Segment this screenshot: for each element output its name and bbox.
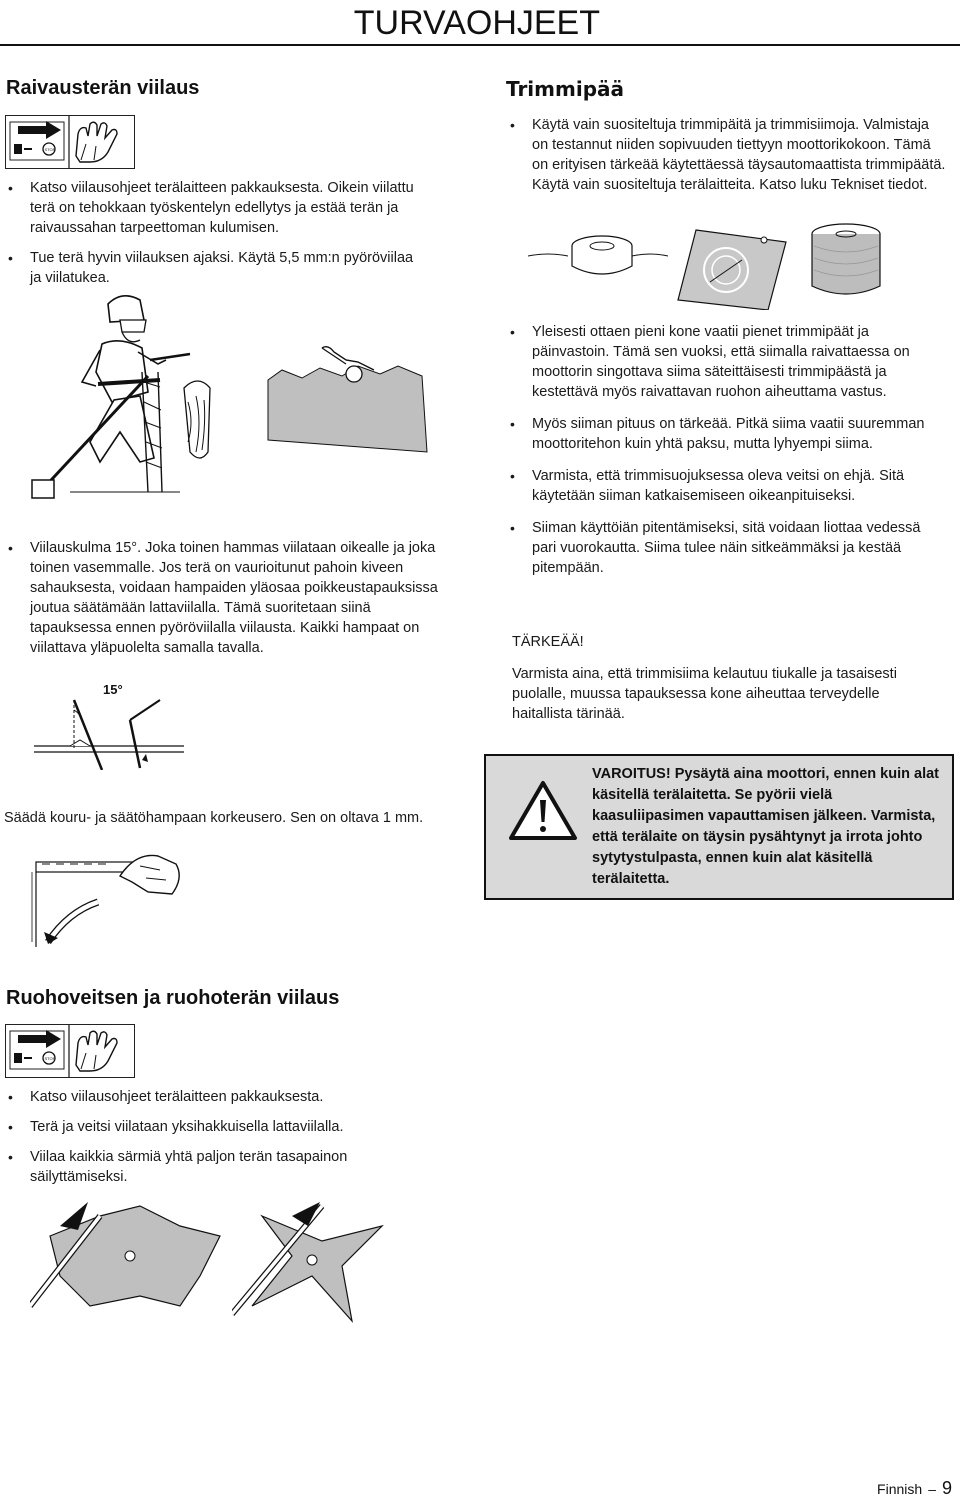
trimmer-head-line-spool-image	[528, 222, 898, 310]
warning-box	[484, 754, 954, 900]
svg-text:STOP: STOP	[44, 1056, 56, 1061]
list-item: • Myös siiman pituus on tärkeää. Pitkä siima vaatii suuremman moottoritehon kuin yhtä paksu, mutta lyhyempi siima.	[506, 414, 946, 454]
section2-bullet-list	[4, 1087, 424, 1187]
list-item: • Tue terä hyvin viilauksen ajaksi. Käytä 5,5 mm:n pyöröviilaa ja viilatukea.	[4, 248, 424, 288]
page-header-title: TURVAOHJEET	[353, 4, 600, 42]
list-item: • Katso viilausohjeet terälaitteen pakkauksesta. Oikein viilattu terä on tehokkaan työskentelyn edellytys ja estää terän ja raivaussahan tarpeettoman kulumisen.	[4, 178, 424, 238]
three-tooth-grass-knife-image	[232, 1196, 432, 1326]
depth-gauge-illustration	[28, 852, 188, 947]
operator-filing-illustration	[30, 292, 230, 517]
trim-bullet-list-2	[506, 322, 946, 578]
section1-bullet-list	[4, 178, 424, 288]
page-footer	[877, 1478, 952, 1499]
list-item: • Katso viilausohjeet terälaitteen pakkauksesta.	[4, 1087, 424, 1107]
stop-engine-gloves-icon	[6, 116, 134, 168]
depth-gauge-text: Säädä kouru- ja säätöhampaan korkeusero. Sen on oltava 1 mm.	[4, 810, 424, 826]
footer-language: Finnish	[877, 1481, 923, 1497]
saw-blade-tooth-image	[262, 340, 432, 460]
angle-bullet-list	[4, 538, 449, 658]
warning-triangle-icon	[508, 780, 578, 842]
list-item: • Siiman käyttöiän pitentämiseksi, sitä voidaan liottaa vedessä pari vuorokautta. Siima tulee näin sitkeämmäksi ja kestää pitempään.	[506, 518, 946, 578]
footer-dash: –	[928, 1481, 936, 1497]
list-item: • Viilauskulma 15°. Joka toinen hammas viilataan oikealle ja joka toinen vasemmalle. Jos terä on vaurioitunut pahoin kiveen sahauksesta, voidaan hampaiden yläosaa poikkeustapauksissa joutua säätämään lattaviilalla. Tämä suoritetaan siinä tapauksessa ennen pyöröviilalla viilausta. Kaikki hampaat on viilattava yläpuolelta samalla tavalla.	[4, 538, 449, 658]
section-title-blade-sharpening: Raivausterän viilaus	[6, 77, 200, 99]
trimmer-parts-illustration	[528, 222, 898, 310]
important-text: Varmista aina, että trimmisiima kelautuu tiukalle ja tasaisesti puolalle, muussa tapauksessa kone aiheuttaa terveydelle haitallista tärinää.	[512, 666, 897, 722]
important-heading: TÄRKEÄÄ!	[512, 634, 584, 650]
operator-sharpening-image	[30, 292, 230, 517]
four-tooth-grass-blade-image	[30, 1196, 230, 1316]
grass-knife-illustration	[232, 1196, 432, 1326]
section-title-grass-blade-sharpening: Ruohoveitsen ja ruohoterän viilaus	[6, 987, 340, 1009]
grass-blade-illustration	[30, 1196, 230, 1316]
safety-pictogram	[5, 115, 135, 169]
depth-gauge-image	[28, 852, 188, 947]
header-rule	[0, 44, 960, 46]
warning-text: VAROITUS! Pysäytä aina moottori, ennen kuin alat käsitellä terälaitetta. Se pyörii vielä kaasuliipasimen vapauttamisen jälkeen. Varmista, että terälaite on täysin pysähtynyt ja irrota johto sytytystulpasta, ennen kuin alat käsitellä terälaitetta.	[592, 766, 939, 887]
stop-engine-gloves-icon	[6, 1025, 134, 1077]
safety-pictogram-2	[5, 1024, 135, 1078]
angle-label: 15°	[103, 682, 123, 697]
list-item: • Varmista, että trimmisuojuksessa oleva veitsi on ehjä. Sitä käytetään siiman katkaisemiseen oikeanpituiseksi.	[506, 466, 946, 506]
list-item: • Terä ja veitsi viilataan yksihakkuisella lattaviilalla.	[4, 1117, 424, 1137]
svg-text:STOP: STOP	[44, 147, 56, 152]
trim-bullet-list-1	[506, 115, 946, 195]
blade-segment-illustration	[262, 340, 432, 460]
section-title-trimmer-head: Trimmipää	[506, 77, 625, 101]
list-item: • Yleisesti ottaen pieni kone vaatii pienet trimmipäät ja päinvastoin. Tämä sen vuoksi, että siimalla raivattaessa on moottorin singottava siima säteittäisesti trimmipäästä ja kestettävä myös raivattavan ruohon aiheuttama vastus.	[506, 322, 946, 402]
list-item: • Käytä vain suositeltuja trimmipäitä ja trimmisiimoja. Valmistaja on testannut niiden sopivuuden tiettyyn moottorikokoon. Tämä on erityisen tärkeää käytettäessä täysautomaattista trimmipäätä. Käytä vain suositeltuja terälaitteita. Katso luku Tekniset tiedot.	[506, 115, 946, 195]
list-item: • Viilaa kaikkia särmiä yhtä paljon terän tasapainon säilyttämiseksi.	[4, 1147, 424, 1187]
page-number: 9	[941, 1478, 952, 1498]
